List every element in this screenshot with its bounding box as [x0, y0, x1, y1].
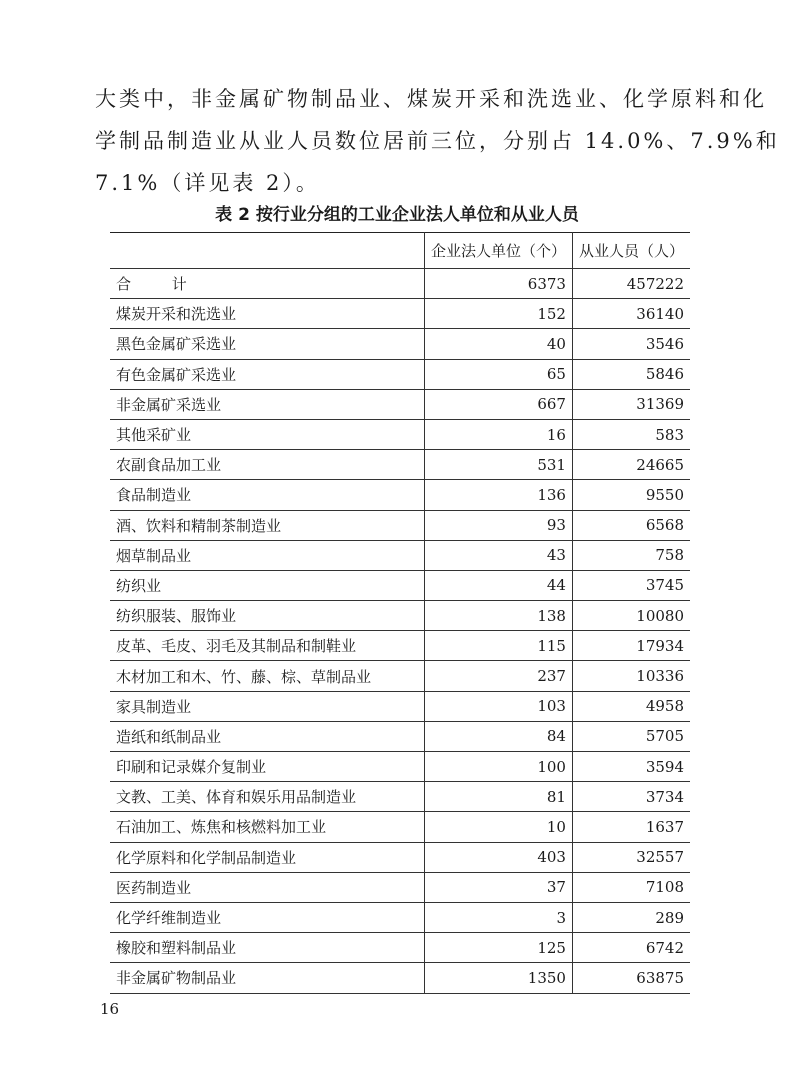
employees-cell: 457222 — [572, 269, 690, 299]
employees-cell: 289 — [572, 902, 690, 932]
table-row — [110, 661, 690, 691]
table-row — [110, 842, 690, 872]
table-row — [110, 419, 690, 449]
units-cell: 40 — [424, 329, 572, 359]
employees-cell: 1637 — [572, 812, 690, 842]
units-cell: 1350 — [424, 963, 572, 993]
units-cell: 138 — [424, 601, 572, 631]
units-cell: 65 — [424, 359, 572, 389]
units-cell: 125 — [424, 933, 572, 963]
industry-name-cell: 非金属矿物制品业 — [110, 963, 424, 993]
table-row — [110, 389, 690, 419]
table-row — [110, 963, 690, 993]
industry-name-cell: 煤炭开采和洗选业 — [110, 299, 424, 329]
units-cell: 103 — [424, 691, 572, 721]
employees-cell: 17934 — [572, 631, 690, 661]
paragraph-line: 大类中，非金属矿物制品业、煤炭开采和洗选业、化学原料和化 — [95, 87, 767, 111]
industry-name-cell: 农副食品加工业 — [110, 450, 424, 480]
paragraph-line: 7.1%（详见表 2）。 — [95, 171, 320, 195]
employees-cell: 24665 — [572, 450, 690, 480]
industry-name-cell: 黑色金属矿采选业 — [110, 329, 424, 359]
industry-name-cell: 合 计 — [110, 269, 424, 299]
header-employees: 从业人员（人） — [572, 233, 690, 269]
industry-name-cell: 非金属矿采选业 — [110, 389, 424, 419]
units-cell: 100 — [424, 752, 572, 782]
industry-name-cell: 造纸和纸制品业 — [110, 721, 424, 751]
table-row — [110, 510, 690, 540]
employees-cell: 10080 — [572, 601, 690, 631]
employees-cell: 6568 — [572, 510, 690, 540]
industry-name-cell: 橡胶和塑料制品业 — [110, 933, 424, 963]
employees-cell: 63875 — [572, 963, 690, 993]
units-cell: 84 — [424, 721, 572, 751]
industry-name-cell: 酒、饮料和精制茶制造业 — [110, 510, 424, 540]
table-row — [110, 480, 690, 510]
page-number: 16 — [100, 1000, 120, 1018]
units-cell: 531 — [424, 450, 572, 480]
employees-cell: 36140 — [572, 299, 690, 329]
employees-cell: 5705 — [572, 721, 690, 751]
table-row — [110, 570, 690, 600]
table-row — [110, 359, 690, 389]
units-cell: 81 — [424, 782, 572, 812]
table-row — [110, 299, 690, 329]
total-row — [110, 269, 690, 299]
table-header-row — [110, 233, 690, 269]
employees-cell: 3745 — [572, 570, 690, 600]
units-cell: 37 — [424, 872, 572, 902]
table-row — [110, 631, 690, 661]
table-row — [110, 450, 690, 480]
units-cell: 93 — [424, 510, 572, 540]
employees-cell: 6742 — [572, 933, 690, 963]
employees-cell: 758 — [572, 540, 690, 570]
industry-name-cell: 皮革、毛皮、羽毛及其制品和制鞋业 — [110, 631, 424, 661]
paragraph-line: 学制品制造业从业人员数位居前三位，分别占 14.0%、7.9%和 — [95, 129, 780, 153]
industry-name-cell: 纺织业 — [110, 570, 424, 600]
industry-name-cell: 有色金属矿采选业 — [110, 359, 424, 389]
industry-name-cell: 食品制造业 — [110, 480, 424, 510]
table-row — [110, 540, 690, 570]
employees-cell: 5846 — [572, 359, 690, 389]
table-row — [110, 721, 690, 751]
table-row — [110, 902, 690, 932]
units-cell: 3 — [424, 902, 572, 932]
units-cell: 10 — [424, 812, 572, 842]
employees-cell: 32557 — [572, 842, 690, 872]
table-row — [110, 691, 690, 721]
industry-name-cell: 文教、工美、体育和娱乐用品制造业 — [110, 782, 424, 812]
industry-name-cell: 化学原料和化学制品制造业 — [110, 842, 424, 872]
units-cell: 667 — [424, 389, 572, 419]
table-row — [110, 601, 690, 631]
table-row — [110, 933, 690, 963]
industry-table — [110, 232, 690, 994]
industry-name-cell: 医药制造业 — [110, 872, 424, 902]
industry-name-cell: 木材加工和木、竹、藤、棕、草制品业 — [110, 661, 424, 691]
table-row — [110, 872, 690, 902]
table-title: 表 2 按行业分组的工业企业法人单位和从业人员 — [215, 205, 579, 225]
industry-name-cell: 化学纤维制造业 — [110, 902, 424, 932]
units-cell: 44 — [424, 570, 572, 600]
industry-name-cell: 石油加工、炼焦和核燃料加工业 — [110, 812, 424, 842]
employees-cell: 9550 — [572, 480, 690, 510]
units-cell: 43 — [424, 540, 572, 570]
employees-cell: 583 — [572, 419, 690, 449]
table-row — [110, 812, 690, 842]
units-cell: 115 — [424, 631, 572, 661]
employees-cell: 3734 — [572, 782, 690, 812]
employees-cell: 3594 — [572, 752, 690, 782]
employees-cell: 4958 — [572, 691, 690, 721]
header-industry — [110, 233, 424, 269]
industry-name-cell: 纺织服装、服饰业 — [110, 601, 424, 631]
table-row — [110, 782, 690, 812]
table-body — [110, 269, 690, 994]
units-cell: 152 — [424, 299, 572, 329]
units-cell: 403 — [424, 842, 572, 872]
industry-name-cell: 烟草制品业 — [110, 540, 424, 570]
industry-name-cell: 其他采矿业 — [110, 419, 424, 449]
employees-cell: 7108 — [572, 872, 690, 902]
industry-name-cell: 家具制造业 — [110, 691, 424, 721]
units-cell: 237 — [424, 661, 572, 691]
body-paragraph — [95, 78, 780, 204]
employees-cell: 10336 — [572, 661, 690, 691]
table-row — [110, 329, 690, 359]
units-cell: 6373 — [424, 269, 572, 299]
units-cell: 16 — [424, 419, 572, 449]
industry-name-cell: 印刷和记录媒介复制业 — [110, 752, 424, 782]
employees-cell: 3546 — [572, 329, 690, 359]
units-cell: 136 — [424, 480, 572, 510]
table-row — [110, 752, 690, 782]
employees-cell: 31369 — [572, 389, 690, 419]
header-units: 企业法人单位（个） — [424, 233, 572, 269]
